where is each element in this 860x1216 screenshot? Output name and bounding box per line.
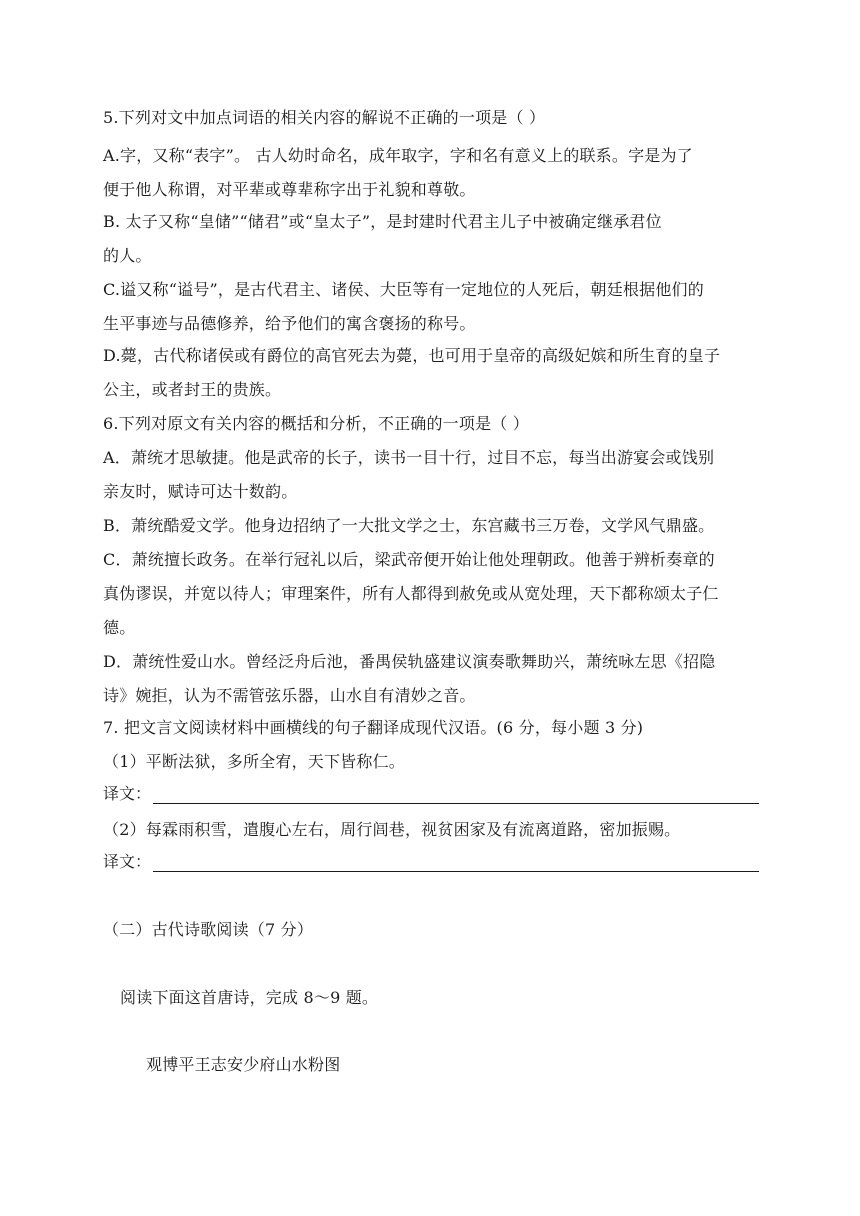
q6-option-d-line2: 诗》婉拒，认为不需管弦乐器，山水自有清妙之音。 (103, 686, 476, 705)
q5-stem: 5.下列对文中加点词语的相关内容的解说不正确的一项是（ ） (103, 108, 546, 127)
q5-option-a-line1: A.字，又称“表字”。 古人幼时命名，成年取字，字和名有意义上的联系。字是为了 (103, 146, 693, 165)
q5-option-d-line1: D.薨，古代称诸侯或有爵位的高官死去为薨，也可用于皇帝的高级妃嫔和所生育的皇子 (103, 346, 721, 365)
q5-option-b-line2: 的人。 (103, 246, 152, 265)
q6-option-d-line1: D．萧统性爱山水。曾经泛舟后池，番禺侯轨盛建议演奏歌舞助兴，萧统咏左思《招隐 (103, 652, 716, 671)
section2-heading: （二）古代诗歌阅读（7 分） (103, 920, 314, 939)
q6-option-a-line1: A．萧统才思敏捷。他是武帝的长子，读书一目十行，过目不忘，每当出游宴会或饯别 (103, 448, 715, 467)
section2-instruction: 阅读下面这首唐诗，完成 8～9 题。 (120, 988, 379, 1007)
q5-option-d-line2: 公主，或者封王的贵族。 (103, 380, 282, 399)
q6-option-b-line1: B．萧统酷爱文学。他身边招纳了一大批文学之士，东宫藏书三万卷，文学风气鼎盛。 (103, 516, 715, 535)
q7-answer1-label: 译文： (103, 784, 152, 803)
q5-option-c-line1: C.谥又称“谥号”，是古代君主、诸侯、大臣等有一定地位的人死后，朝廷根据他们的 (103, 280, 704, 299)
q7-sub2: （2）每霖雨积雪，遣腹心左右，周行闾巷，视贫困家及有流离道路，密加振赐。 (103, 820, 681, 839)
q5-option-b-line1: B. 太子又称“皇储”“储君”或“皇太子”，是封建时代君主儿子中被确定继承君位 (103, 212, 662, 231)
q6-option-c-line1: C．萧统擅长政务。在举行冠礼以后，梁武帝便开始让他处理朝政。他善于辨析奏章的 (103, 550, 715, 569)
q7-answer2-line[interactable] (153, 853, 759, 872)
q6-stem: 6.下列对原文有关内容的概括和分析，不正确的一项是（ ） (103, 414, 529, 433)
q7-answer1-row (103, 782, 759, 804)
q7-sub1: （1）平断法狱，多所全宥，天下皆称仁。 (103, 752, 405, 771)
q5-option-a-line2: 便于他人称谓，对平辈或尊辈称字出于礼貌和尊敬。 (103, 180, 476, 199)
q5-option-c-line2: 生平事迹与品德修养，给予他们的寓含褒扬的称号。 (103, 314, 476, 333)
poem-title: 观博平王志安少府山水粉图 (146, 1055, 341, 1074)
q6-option-a-line2: 亲友时，赋诗可达十数韵。 (103, 482, 298, 501)
q7-stem: 7. 把文言文阅读材料中画横线的句子翻译成现代汉语。(6 分，每小题 3 分) (103, 718, 644, 737)
q7-answer2-label: 译文： (103, 852, 152, 871)
q7-answer1-line[interactable] (153, 785, 759, 804)
q6-option-c-line2: 真伪谬误，并宽以待人；审理案件，所有人都得到赦免或从宽处理，天下都称颂太子仁 (103, 584, 719, 603)
q7-answer2-row (103, 850, 759, 872)
q6-option-c-line3: 德。 (103, 618, 136, 637)
